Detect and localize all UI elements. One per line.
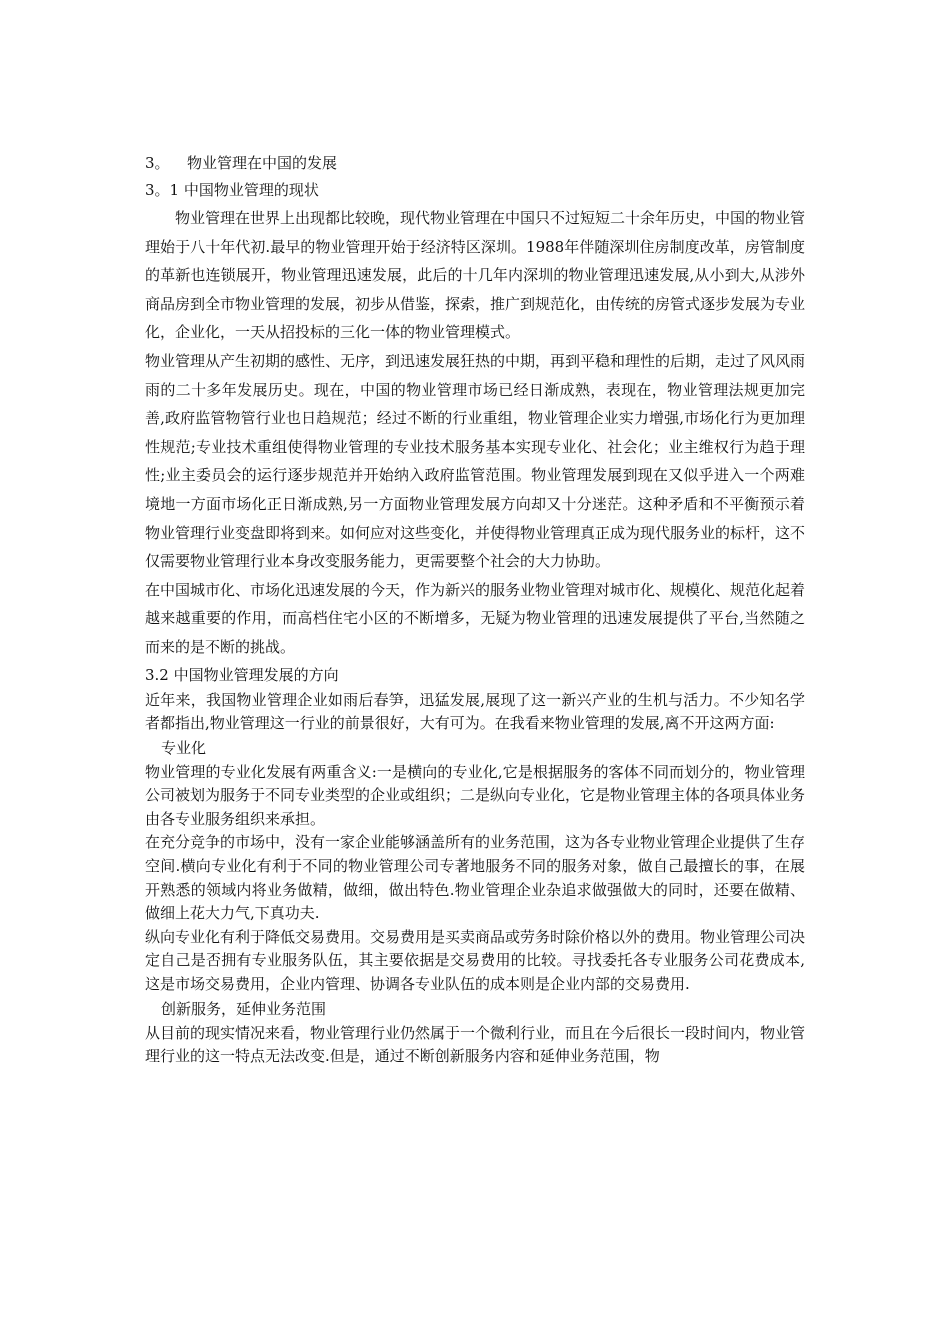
section-3-1-paragraph-1: 物业管理在世界上出现都比较晚，现代物业管理在中国只不过短短二十余年历史，中国的物业管理始于八十年代初.最早的物业管理开始于经济特区深圳。1988年伴随深圳住房制度改革，房管制度的革新也连锁展开，物业管理迅速发展，此后的十几年内深圳的物业管理迅速发展,从小到大,从涉外商品房到全市物业管理的发展，初步从借鉴，探索，推广到规范化，由传统的房管式逐步发展为专业化，企业化，一天从招投标的三化一体的物业管理模式。 bbox=[145, 209, 806, 342]
document-body bbox=[145, 150, 805, 1069]
section-3-title: 物业管理在中国的发展 bbox=[187, 154, 338, 172]
point-2-heading: 创新服务，延伸业务范围 bbox=[161, 999, 327, 1018]
section-3-heading bbox=[145, 150, 805, 177]
point-2-paragraph: 从目前的现实情况来看，物业管理行业仍然属于一个微利行业，而且在今后很长一段时间内，物业管理行业的这一特点无法改变.但是，通过不断创新服务内容和延伸业务范围，物 bbox=[145, 1023, 806, 1066]
point-1-paragraph-2: 在充分竞争的市场中，没有一家企业能够涵盖所有的业务范围，这为各专业物业管理企业提供了生存空间.横向专业化有利于不同的物业管理公司专著地服务不同的服务对象，做自己最擅长的事，在展开熟悉的领域内将业务做精，做细，做出特色.物业管理企业杂追求做强做大的同时，还要在做精、做细上花大力气,下真功夫. bbox=[145, 833, 806, 923]
section-3-2-intro: 近年来，我国物业管理企业如雨后春笋，迅猛发展,展现了这一新兴产业的生机与活力。不少知名学者都指出,物业管理这一行业的前景很好，大有可为。在我看来物业管理的发展,离不开这两方面: bbox=[145, 690, 805, 733]
point-1-paragraph-1: 物业管理的专业化发展有两重含义:一是横向的专业化,它是根据服务的客体不同而划分的，物业管理公司被划为服务于不同专业类型的企业或组织；二是纵向专业化，它是物业管理主体的各项具体业务由各专业服务组织来承担。 bbox=[145, 762, 806, 828]
section-3-number: 3。 bbox=[145, 154, 170, 172]
section-3-1-paragraph-2: 物业管理从产生初期的感性、无序，到迅速发展狂热的中期，再到平稳和理性的后期，走过了风风雨雨的二十多年发展历史。现在，中国的物业管理市场已经日渐成熟，表现在，物业管理法规更加完善,政府监管物管行业也日趋规范；经过不断的行业重组，物业管理企业实力增强,市场化行为更加理性规范;专业技术重组使得物业管理的专业技术服务基本实现专业化、社会化；业主维权行为趋于理性;业主委员会的运行逐步规范并开始纳入政府监管范围。物业管理发展到现在又似乎进入一个两难境地一方面市场化正日渐成熟,另一方面物业管理发展方向却又十分迷茫。这种矛盾和不平衡预示着物业管理行业变盘即将到来。如何应对这些变化，并使得物业管理真正成为现代服务业的标杆，这不仅需要物业管理行业本身改变服务能力，更需要整个社会的大力协助。 bbox=[145, 351, 806, 571]
point-1-heading: 专业化 bbox=[161, 738, 207, 757]
point-1-paragraph-3: 纵向专业化有利于降低交易费用。交易费用是买卖商品或劳务时除价格以外的费用。物业管理公司决定自己是否拥有专业服务队伍，其主要依据是交易费用的比较。寻找委托各专业服务公司花费成本,这是市场交易费用，企业内管理、协调各专业队伍的成本则是企业内部的交易费用. bbox=[145, 927, 806, 994]
section-3-1-heading: 3。1 中国物业管理的现状 bbox=[145, 181, 319, 199]
section-3-1-paragraph-3: 在中国城市化、市场化迅速发展的今天，作为新兴的服务业物业管理对城市化、规模化、规范化起着越来越重要的作用，而高档住宅小区的不断增多，无疑为物业管理的迅速发展提供了平台,当然随之而来的是不断的挑战。 bbox=[145, 580, 806, 656]
section-3-2-heading: 3.2 中国物业管理发展的方向 bbox=[145, 665, 339, 684]
